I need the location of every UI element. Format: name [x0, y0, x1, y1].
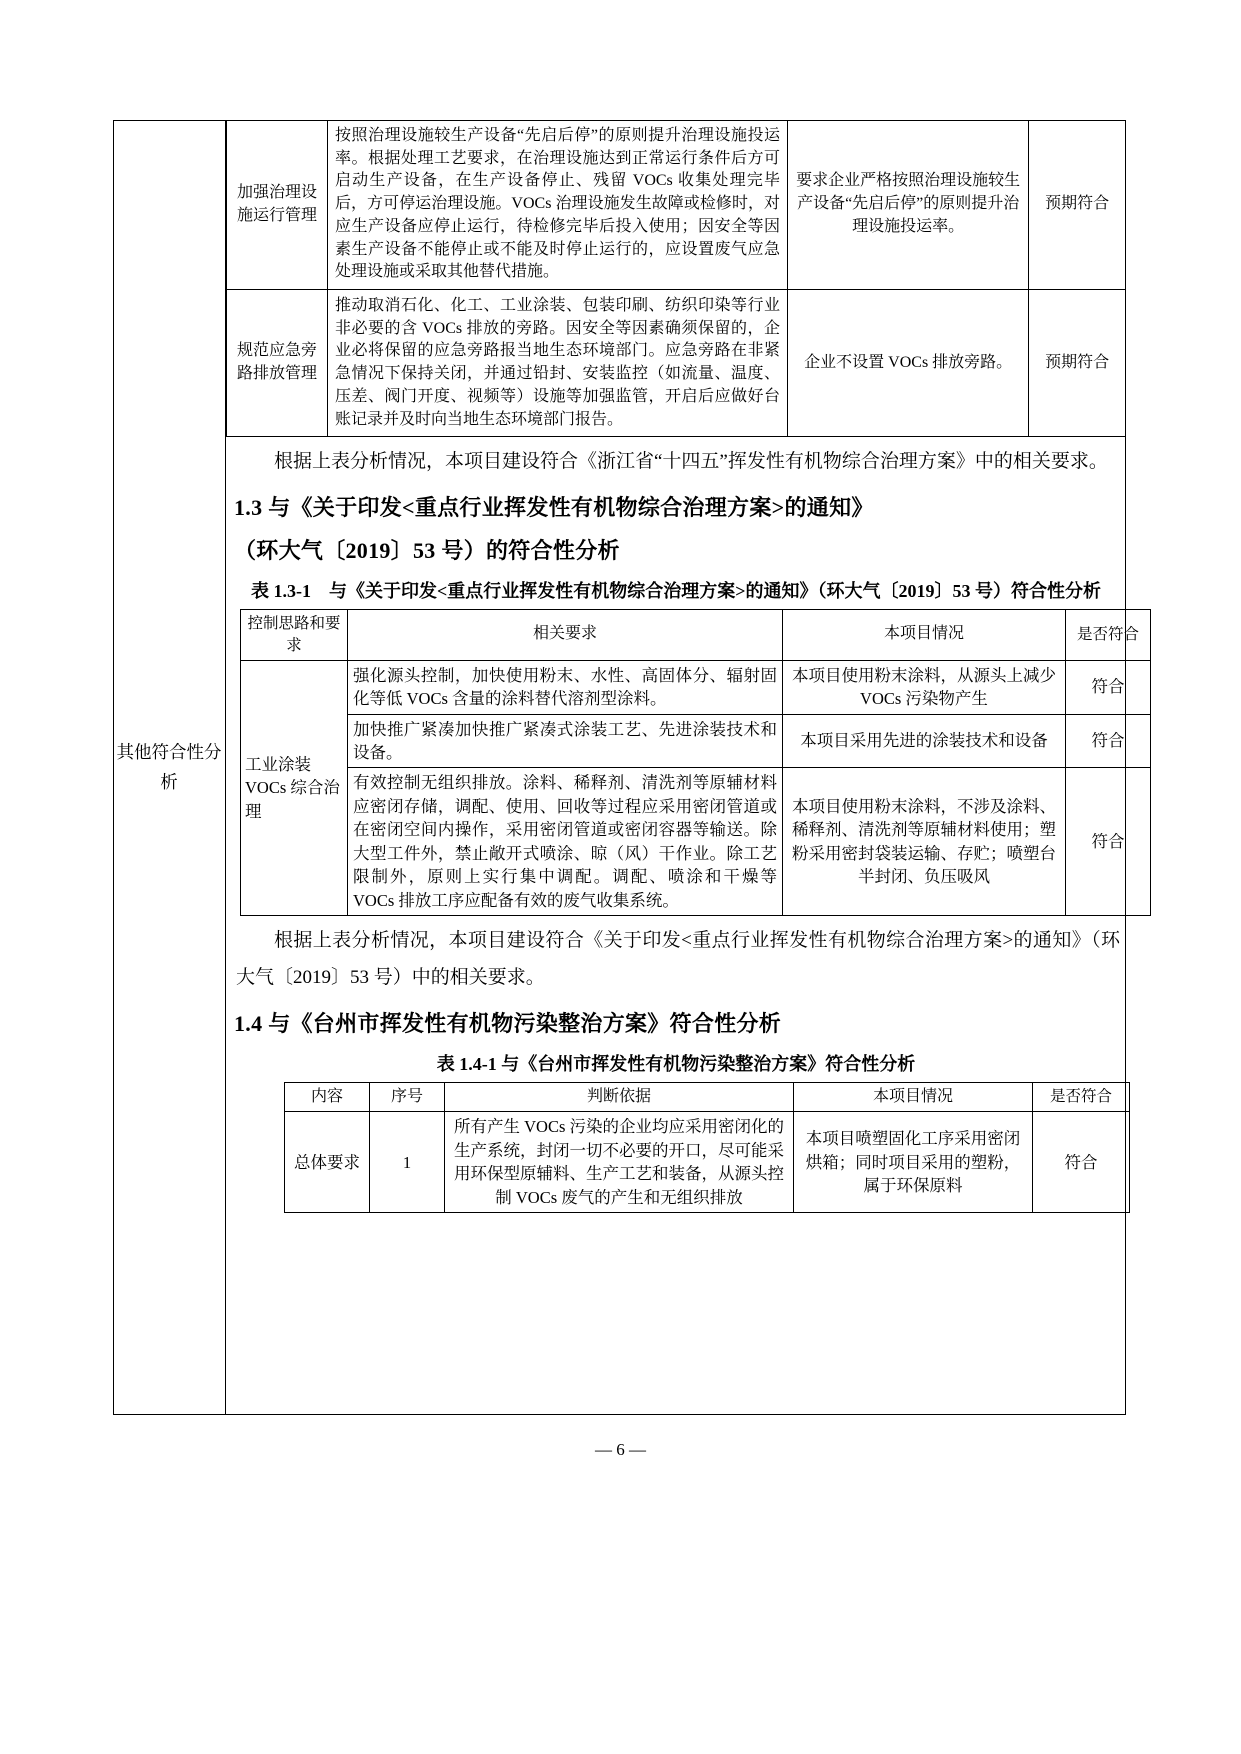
- paragraph-conclusion-1: 根据上表分析情况，本项目建设符合《浙江省“十四五”挥发性有机物综合治理方案》中的相关要求。: [274, 451, 1108, 473]
- table-row: [285, 1112, 1130, 1213]
- group-label-cell: 工业涂装VOCs 综合治理: [241, 660, 348, 915]
- table-1-3-1: [240, 609, 1151, 916]
- column-header-index: 序号: [370, 1082, 445, 1112]
- column-header-situation: 本项目情况: [794, 1082, 1033, 1112]
- table-row: [227, 120, 1126, 290]
- measure-cell: 加强治理设施运行管理: [227, 120, 328, 290]
- conformity-cell: 符合: [1066, 714, 1151, 768]
- left-section-label-text: 其他符合性分析: [116, 741, 222, 792]
- column-header-control: 控制思路和要求: [241, 609, 348, 660]
- heading-1-3-line2: （环大气〔2019〕53 号）的符合性分析: [234, 538, 620, 564]
- table-row: [241, 660, 1151, 714]
- table-row: [227, 290, 1126, 437]
- project-situation-cell: 本项目喷塑固化工序采用密闭烘箱；同时项目采用的塑粉，属于环保原料: [794, 1112, 1033, 1213]
- column-header-requirement: 相关要求: [348, 609, 783, 660]
- project-situation-cell: 要求企业严格按照治理设施较生产设备“先启后停”的原则提升治理设施投运率。: [788, 120, 1029, 290]
- table-row: [241, 768, 1151, 916]
- project-situation-cell: 本项目采用先进的涂装技术和设备: [783, 714, 1066, 768]
- table-1-3-1-caption: [226, 578, 1126, 605]
- paragraph-conclusion-2: 根据上表分析情况，本项目建设符合《关于印发<重点行业挥发性有机物综合治理方案>的通知》（环大气〔2019〕53 号）中的相关要求。: [236, 929, 1120, 989]
- table-row: [241, 714, 1151, 768]
- table-header-row: [241, 609, 1151, 660]
- requirement-cell: 有效控制无组织排放。涂料、稀释剂、清洗剂等原辅材料应密闭存储，调配、使用、回收等过程应采用密闭管道或在密闭空间内操作，采用密闭管道或密闭容器等输送。除大型工件外，禁止敞开式喷涂、晾（风）干作业。除工艺限制外，原则上实行集中调配。调配、喷涂和干燥等 VOCs 排放工序应配备有效的废气收集系统。: [348, 768, 783, 916]
- table-1-4-1-caption: 表 1.4-1 与《台州市挥发性有机物污染整治方案》符合性分析: [436, 1053, 916, 1074]
- column-header-content: 内容: [285, 1082, 370, 1112]
- conformity-cell: 预期符合: [1029, 290, 1126, 437]
- column-header-conformity: 是否符合: [1066, 609, 1151, 660]
- project-situation-cell: 本项目使用粉末涂料，不涉及涂料、稀释剂、清洗剂等原辅材料使用；塑粉采用密封袋装运输、存贮；喷塑台半封闭、负压吸风: [783, 768, 1066, 916]
- table-1-3-1-caption-number: 表 1.3-1: [250, 580, 311, 601]
- index-cell: 1: [370, 1112, 445, 1213]
- content-column: [226, 120, 1139, 1415]
- table-1-3-1-caption-text: 与《关于印发<重点行业挥发性有机物综合治理方案>的通知》（环大气〔2019〕53 号）符合性分析: [328, 580, 1101, 601]
- table-1-4-1: [284, 1082, 1130, 1213]
- project-situation-cell: 企业不设置 VOCs 排放旁路。: [788, 290, 1029, 437]
- requirement-cell: 强化源头控制，加快使用粉末、水性、高固体分、辐射固化等低 VOCs 含量的涂料替代溶剂型涂料。: [348, 660, 783, 714]
- project-situation-cell: 本项目使用粉末涂料，从源头上减少 VOCs 污染物产生: [783, 660, 1066, 714]
- column-header-basis: 判断依据: [445, 1082, 794, 1112]
- content-cell: 总体要求: [285, 1112, 370, 1213]
- conformity-cell: 预期符合: [1029, 120, 1126, 290]
- table-vocs-management: [226, 120, 1126, 437]
- table-header-row: [285, 1082, 1130, 1112]
- requirement-cell: 按照治理设施较生产设备“先启后停”的原则提升治理设施投运率。根据处理工艺要求，在治理设施达到正常运行条件后方可启动生产设备，在生产设备停止、残留 VOCs 收集处理完毕后，方可停运治理设施。VOCs 治理设施发生故障或检修时，对应生产设备应停止运行，待检修完毕后投入使用；因安全等因素生产设备不能停止或不能及时停止运行的，应设置废气应急处理设施或采取其他替代措施。: [327, 120, 787, 290]
- requirement-cell: 加快推广紧凑加快推广紧凑式涂装工艺、先进涂装技术和设备。: [348, 714, 783, 768]
- conformity-cell: 符合: [1066, 660, 1151, 714]
- heading-1-4: 1.4 与《台州市挥发性有机物污染整治方案》符合性分析: [234, 1011, 782, 1037]
- conformity-cell: 符合: [1066, 768, 1151, 916]
- column-header-conformity: 是否符合: [1033, 1082, 1130, 1112]
- page-number: — 6 —: [595, 1440, 646, 1459]
- conformity-cell: 符合: [1033, 1112, 1130, 1213]
- column-header-situation: 本项目情况: [783, 609, 1066, 660]
- heading-1-3-line1: 1.3 与《关于印发<重点行业挥发性有机物综合治理方案>的通知》: [234, 495, 874, 521]
- measure-cell: 规范应急旁路排放管理: [227, 290, 328, 437]
- left-section-label: [113, 120, 226, 1415]
- basis-cell: 所有产生 VOCs 污染的企业均应采用密闭化的生产系统，封闭一切不必要的开口，尽可能采用环保型原辅料、生产工艺和装备，从源头控制 VOCs 废气的产生和无组织排放: [445, 1112, 794, 1213]
- requirement-cell: 推动取消石化、化工、工业涂装、包装印刷、纺织印染等行业非必要的含 VOCs 排放的旁路。因安全等因素确须保留的，企业必将保留的应急旁路报当地生态环境部门。应急旁路在非紧急情况下保持关闭，并通过铅封、安装监控（如流量、温度、压差、阀门开度、视频等）设施等加强监管，开启后应做好台账记录并及时向当地生态环境部门报告。: [327, 290, 787, 437]
